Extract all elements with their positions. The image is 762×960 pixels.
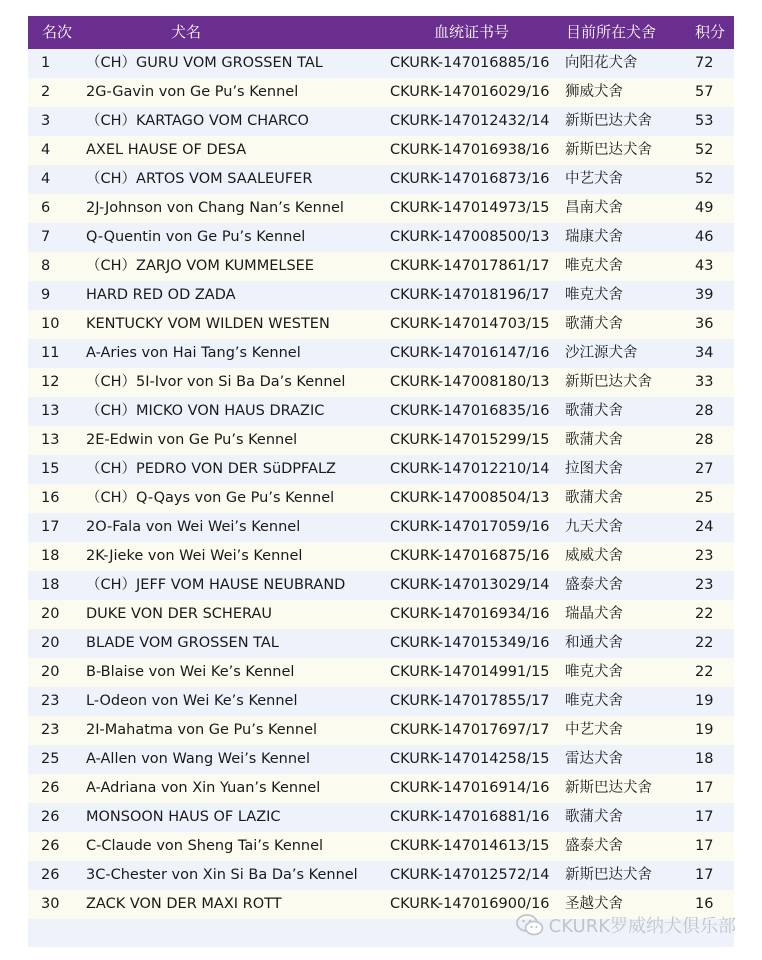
cell-score: 23	[695, 548, 714, 564]
header-rank: 名次	[42, 23, 73, 41]
cell-rank: 23	[41, 722, 60, 738]
cell-current-kennel: 中艺犬舍	[565, 171, 623, 187]
table-row	[28, 542, 734, 571]
cell-rank: 10	[41, 316, 60, 332]
cell-pedigree-cert: CKURK-147014973/15	[390, 200, 550, 216]
table-row	[28, 484, 734, 513]
cell-rank: 20	[41, 664, 60, 680]
cell-pedigree-cert: CKURK-147018196/17	[390, 287, 550, 303]
table-row	[28, 513, 734, 542]
cell-current-kennel: 瑞晶犬舍	[565, 606, 623, 622]
cell-score: 52	[695, 142, 714, 158]
cell-current-kennel: 圣越犬舍	[565, 896, 623, 912]
cell-dog-name: AXEL HAUSE OF DESA	[86, 142, 247, 158]
cell-current-kennel: 向阳花犬舍	[565, 55, 638, 71]
cell-score: 19	[695, 722, 714, 738]
cell-current-kennel: 唯克犬舍	[565, 693, 623, 709]
table-row	[28, 281, 734, 310]
cell-pedigree-cert: CKURK-147016881/16	[390, 809, 550, 825]
cell-pedigree-cert: CKURK-147017855/17	[390, 693, 550, 709]
cell-rank: 15	[41, 461, 60, 477]
cell-rank: 9	[41, 287, 51, 303]
cell-rank: 26	[41, 809, 60, 825]
cell-rank: 16	[41, 490, 60, 506]
cell-score: 17	[695, 780, 714, 796]
cell-rank: 20	[41, 635, 60, 651]
table-row	[28, 745, 734, 774]
cell-score: 34	[695, 345, 714, 361]
cell-rank: 6	[41, 200, 51, 216]
table-row	[28, 368, 734, 397]
cell-dog-name: （CH）5I-Ivor von Si Ba Da’s Kennel	[86, 374, 346, 390]
cell-rank: 7	[41, 229, 51, 245]
cell-rank: 26	[41, 780, 60, 796]
table-row	[28, 49, 734, 78]
cell-rank: 26	[41, 838, 60, 854]
cell-current-kennel: 新斯巴达犬舍	[565, 867, 652, 883]
cell-score: 25	[695, 490, 714, 506]
cell-pedigree-cert: CKURK-147016875/16	[390, 548, 550, 564]
cell-pedigree-cert: CKURK-147008180/13	[390, 374, 550, 390]
cell-pedigree-cert: CKURK-147008504/13	[390, 490, 550, 506]
cell-score: 17	[695, 809, 714, 825]
cell-rank: 1	[41, 55, 51, 71]
cell-current-kennel: 歌蒲犬舍	[565, 403, 623, 419]
cell-score: 22	[695, 606, 714, 622]
cell-current-kennel: 拉图犬舍	[565, 461, 623, 477]
cell-dog-name: A-Adriana von Xin Yuan’s Kennel	[86, 780, 321, 796]
cell-pedigree-cert: CKURK-147008500/13	[390, 229, 550, 245]
table-header	[28, 16, 734, 49]
cell-dog-name: 2K-Jieke von Wei Wei’s Kennel	[86, 548, 303, 564]
cell-score: 23	[695, 577, 714, 593]
cell-dog-name: 2J-Johnson von Chang Nan’s Kennel	[86, 200, 344, 216]
header-pedigree-cert: 血统证书号	[434, 23, 510, 41]
cell-current-kennel: 昌南犬舍	[565, 200, 623, 216]
cell-rank: 11	[41, 345, 60, 361]
cell-score: 57	[695, 84, 714, 100]
table-row	[28, 774, 734, 803]
cell-current-kennel: 歌蒲犬舍	[565, 809, 623, 825]
cell-rank: 18	[41, 577, 60, 593]
cell-rank: 13	[41, 403, 60, 419]
cell-dog-name: （CH）Q-Qays von Ge Pu’s Kennel	[86, 490, 335, 506]
cell-rank: 26	[41, 867, 60, 883]
wechat-icon	[515, 913, 545, 937]
cell-score: 24	[695, 519, 714, 535]
cell-dog-name: MONSOON HAUS OF LAZIC	[86, 809, 281, 825]
cell-current-kennel: 新斯巴达犬舍	[565, 142, 652, 158]
cell-current-kennel: 唯克犬舍	[565, 258, 623, 274]
cell-current-kennel: 中艺犬舍	[565, 722, 623, 738]
table-row	[28, 600, 734, 629]
cell-current-kennel: 威威犬舍	[565, 548, 623, 564]
cell-rank: 23	[41, 693, 60, 709]
cell-dog-name: C-Claude von Sheng Tai’s Kennel	[86, 838, 324, 854]
cell-pedigree-cert: CKURK-147014613/15	[390, 838, 550, 854]
cell-current-kennel: 歌蒲犬舍	[565, 490, 623, 506]
cell-score: 22	[695, 664, 714, 680]
table-row	[28, 687, 734, 716]
cell-dog-name: 2O-Fala von Wei Wei’s Kennel	[86, 519, 301, 535]
cell-rank: 17	[41, 519, 60, 535]
table-row	[28, 78, 734, 107]
cell-rank: 2	[41, 84, 51, 100]
cell-dog-name: （CH）ARTOS VOM SAALEUFER	[86, 171, 313, 187]
cell-current-kennel: 和通犬舍	[565, 635, 623, 651]
cell-dog-name: 2E-Edwin von Ge Pu’s Kennel	[86, 432, 298, 448]
cell-dog-name: ZACK VON DER MAXI ROTT	[86, 896, 282, 912]
cell-pedigree-cert: CKURK-147016934/16	[390, 606, 550, 622]
cell-score: 39	[695, 287, 714, 303]
cell-score: 28	[695, 403, 714, 419]
cell-dog-name: A-Aries von Hai Tang’s Kennel	[86, 345, 301, 361]
cell-rank: 20	[41, 606, 60, 622]
cell-dog-name: L-Odeon von Wei Ke’s Kennel	[86, 693, 298, 709]
cell-pedigree-cert: CKURK-147012572/14	[390, 867, 550, 883]
cell-pedigree-cert: CKURK-147012432/14	[390, 113, 550, 129]
cell-dog-name: Q-Quentin von Ge Pu’s Kennel	[86, 229, 306, 245]
cell-pedigree-cert: CKURK-147016029/16	[390, 84, 550, 100]
ranking-table	[28, 16, 734, 947]
cell-current-kennel: 雷达犬舍	[565, 751, 623, 767]
cell-rank: 18	[41, 548, 60, 564]
table-row	[28, 426, 734, 455]
header-dog-name: 犬名	[171, 23, 202, 41]
cell-score: 36	[695, 316, 714, 332]
cell-pedigree-cert: CKURK-147014703/15	[390, 316, 550, 332]
cell-dog-name: A-Allen von Wang Wei’s Kennel	[86, 751, 311, 767]
cell-score: 17	[695, 867, 714, 883]
cell-pedigree-cert: CKURK-147014991/15	[390, 664, 550, 680]
cell-current-kennel: 盛泰犬舍	[565, 577, 623, 593]
cell-score: 49	[695, 200, 714, 216]
cell-rank: 13	[41, 432, 60, 448]
cell-dog-name: 3C-Chester von Xin Si Ba Da’s Kennel	[86, 867, 358, 883]
cell-rank: 3	[41, 113, 51, 129]
cell-score: 28	[695, 432, 714, 448]
table-row	[28, 136, 734, 165]
cell-current-kennel: 新斯巴达犬舍	[565, 113, 652, 129]
cell-dog-name: BLADE VOM GROSSEN TAL	[86, 635, 279, 651]
cell-rank: 8	[41, 258, 51, 274]
cell-pedigree-cert: CKURK-147015299/15	[390, 432, 550, 448]
cell-current-kennel: 瑞康犬舍	[565, 229, 623, 245]
cell-pedigree-cert: CKURK-147016900/16	[390, 896, 550, 912]
cell-dog-name: （CH）MICKO VON HAUS DRAZIC	[86, 403, 325, 419]
cell-pedigree-cert: CKURK-147015349/16	[390, 635, 550, 651]
cell-pedigree-cert: CKURK-147016835/16	[390, 403, 550, 419]
cell-score: 22	[695, 635, 714, 651]
table-row	[28, 861, 734, 890]
cell-pedigree-cert: CKURK-147017059/16	[390, 519, 550, 535]
cell-score: 19	[695, 693, 714, 709]
cell-pedigree-cert: CKURK-147017861/17	[390, 258, 550, 274]
table-row	[28, 803, 734, 832]
cell-rank: 4	[41, 171, 51, 187]
table-row	[28, 339, 734, 368]
table-row	[28, 194, 734, 223]
cell-pedigree-cert: CKURK-147016885/16	[390, 55, 550, 71]
cell-score: 46	[695, 229, 714, 245]
cell-score: 53	[695, 113, 714, 129]
cell-rank: 4	[41, 142, 51, 158]
cell-dog-name: B-Blaise von Wei Ke’s Kennel	[86, 664, 295, 680]
cell-pedigree-cert: CKURK-147016914/16	[390, 780, 550, 796]
cell-current-kennel: 狮威犬舍	[565, 84, 623, 100]
cell-pedigree-cert: CKURK-147016873/16	[390, 171, 550, 187]
cell-current-kennel: 唯克犬舍	[565, 664, 623, 680]
cell-score: 72	[695, 55, 714, 71]
table-row	[28, 832, 734, 861]
cell-current-kennel: 九天犬舍	[565, 519, 623, 535]
cell-current-kennel: 盛泰犬舍	[565, 838, 623, 854]
cell-current-kennel: 唯克犬舍	[565, 287, 623, 303]
cell-pedigree-cert: CKURK-147014258/15	[390, 751, 550, 767]
cell-score: 52	[695, 171, 714, 187]
cell-score: 43	[695, 258, 714, 274]
cell-dog-name: （CH）PEDRO VON DER SüDPFALZ	[86, 461, 336, 477]
table-row	[28, 716, 734, 745]
cell-rank: 30	[41, 896, 60, 912]
table-body	[28, 49, 734, 919]
cell-current-kennel: 新斯巴达犬舍	[565, 374, 652, 390]
cell-rank: 12	[41, 374, 60, 390]
cell-current-kennel: 沙江源犬舍	[565, 345, 638, 361]
cell-score: 33	[695, 374, 714, 390]
cell-score: 17	[695, 838, 714, 854]
table-row	[28, 252, 734, 281]
cell-dog-name: HARD RED OD ZADA	[86, 287, 236, 303]
cell-pedigree-cert: CKURK-147016938/16	[390, 142, 550, 158]
cell-dog-name: DUKE VON DER SCHERAU	[86, 606, 273, 622]
table-row	[28, 629, 734, 658]
cell-score: 27	[695, 461, 714, 477]
header-score: 积分	[695, 23, 726, 41]
cell-current-kennel: 歌蒲犬舍	[565, 432, 623, 448]
cell-dog-name: KENTUCKY VOM WILDEN WESTEN	[86, 316, 330, 332]
cell-pedigree-cert: CKURK-147017697/17	[390, 722, 550, 738]
cell-score: 18	[695, 751, 714, 767]
cell-dog-name: （CH）KARTAGO VOM CHARCO	[86, 113, 309, 129]
cell-dog-name: 2G-Gavin von Ge Pu’s Kennel	[86, 84, 299, 100]
cell-pedigree-cert: CKURK-147016147/16	[390, 345, 550, 361]
cell-dog-name: （CH）ZARJO VOM KUMMELSEE	[86, 258, 314, 274]
table-row	[28, 658, 734, 687]
cell-rank: 25	[41, 751, 60, 767]
cell-dog-name: （CH）GURU VOM GROSSEN TAL	[86, 55, 323, 71]
cell-pedigree-cert: CKURK-147013029/14	[390, 577, 550, 593]
header-current-kennel: 目前所在犬舍	[566, 23, 657, 41]
cell-current-kennel: 歌蒲犬舍	[565, 316, 623, 332]
cell-dog-name: （CH）JEFF VOM HAUSE NEUBRAND	[86, 577, 346, 593]
table-row	[28, 107, 734, 136]
cell-current-kennel: 新斯巴达犬舍	[565, 780, 652, 796]
cell-dog-name: 2I-Mahatma von Ge Pu’s Kennel	[86, 722, 318, 738]
table-row	[28, 223, 734, 252]
cell-score: 16	[695, 896, 714, 912]
watermark	[515, 912, 736, 938]
table-row	[28, 455, 734, 484]
table-row	[28, 397, 734, 426]
table-row	[28, 165, 734, 194]
table-row	[28, 310, 734, 339]
cell-pedigree-cert: CKURK-147012210/14	[390, 461, 550, 477]
table-row	[28, 571, 734, 600]
watermark-text: CKURK罗威纳犬俱乐部	[548, 916, 736, 937]
